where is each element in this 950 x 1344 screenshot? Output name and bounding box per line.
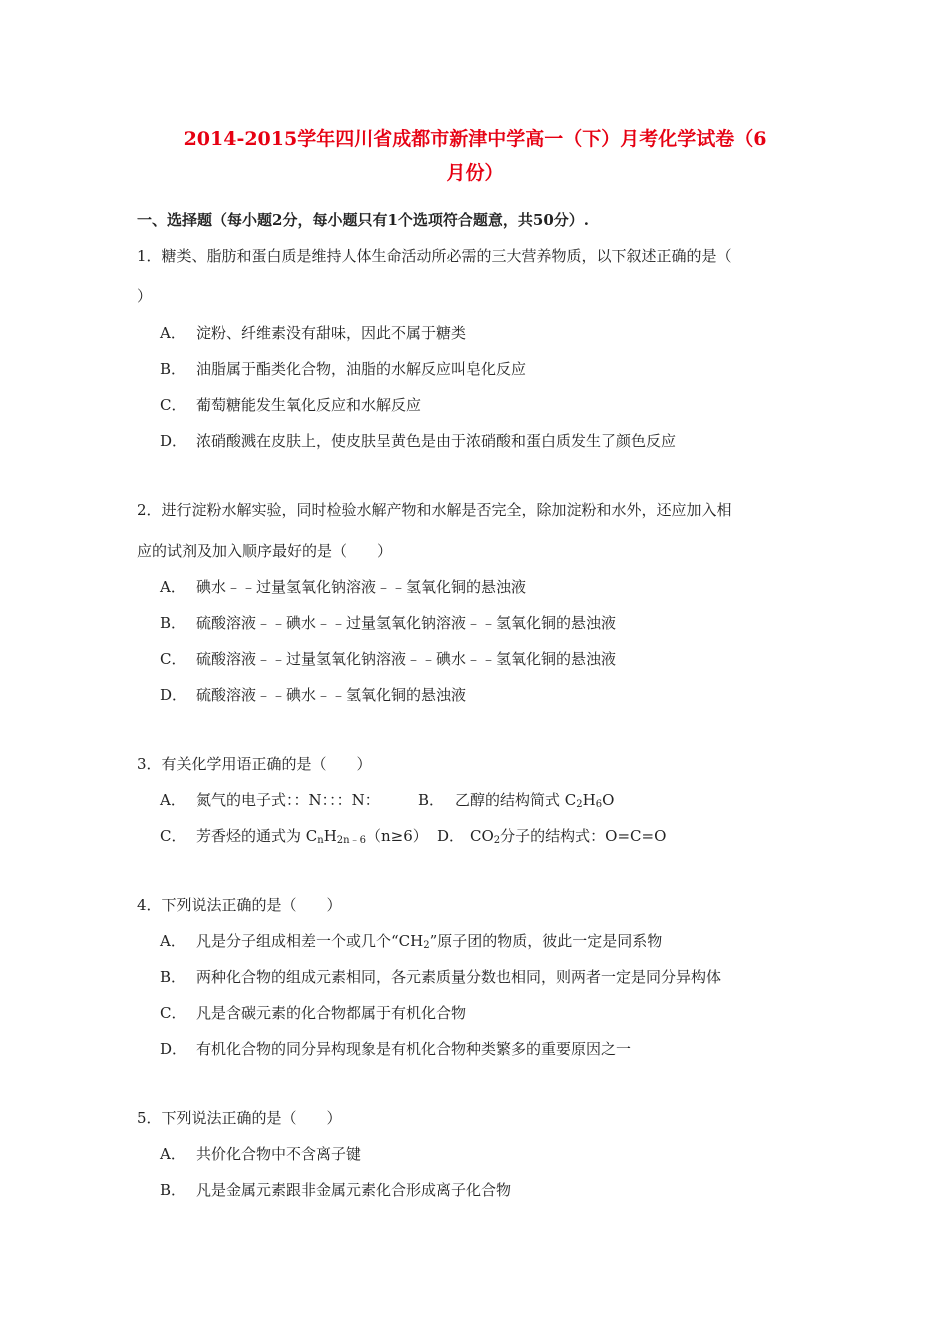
q4-option-d: 有机化合物的同分异构现象是有机化合物种类繁多的重要原因之一 — [196, 1040, 632, 1058]
q1-option-c: 葡萄糖能发生氧化反应和水解反应 — [196, 396, 422, 414]
q2-option-d: 硫酸溶液﹣﹣碘水﹣﹣氢氧化铜的悬浊液 — [196, 686, 467, 704]
q2-option-c: 硫酸溶液﹣﹣过量氢氧化钠溶液﹣﹣碘水﹣﹣氢氧化铜的悬浊液 — [196, 650, 617, 668]
title-line-1: 2014-2015学年四川省成都市新津中学高一（下）月考化学试卷（6 — [183, 128, 767, 150]
q5-option-a-letter: A． — [160, 1145, 186, 1163]
q2-option-c-letter: C． — [160, 650, 187, 668]
q5-option-a: 共价化合物中不含离子键 — [196, 1145, 362, 1163]
question-2-stem-line-2: 应的试剂及加入顺序最好的是（ ） — [137, 542, 393, 560]
q4-option-a: 凡是分子组成相差一个或几个“$CH_2$”原子团的物质，彼此一定是同系物 — [196, 932, 663, 951]
q1-option-a: 淀粉、纤维素没有甜味，因此不属于糖类 — [196, 324, 467, 342]
question-1-stem-line-2: ） — [137, 287, 153, 305]
q3-option-b-letter: B． — [418, 791, 445, 809]
q4-option-b: 两种化合物的组成元素相同，各元素质量分数也相同，则两者一定是同分异构体 — [196, 968, 722, 986]
q2-option-b-letter: B． — [160, 614, 187, 632]
q3-option-b: 乙醇的结构简式 $C_2H_6O$ — [455, 791, 615, 810]
q1-option-d-letter: D． — [160, 432, 188, 450]
question-3-stem: 3．有关化学用语正确的是（ ） — [137, 755, 372, 773]
q3-option-c-letter: C． — [160, 827, 187, 845]
q5-option-b-letter: B． — [160, 1181, 187, 1199]
q2-option-a-letter: A． — [160, 578, 186, 596]
q3-option-d-letter: D． — [437, 827, 465, 845]
q1-option-b: 油脂属于酯类化合物，油脂的水解反应叫皂化反应 — [196, 360, 527, 378]
q1-option-a-letter: A． — [160, 324, 186, 342]
q1-option-d: 浓硝酸溅在皮肤上，使皮肤呈黄色是由于浓硝酸和蛋白质发生了颜色反应 — [196, 432, 677, 450]
q4-option-c-letter: C． — [160, 1004, 187, 1022]
title-line-2: 月份） — [446, 162, 504, 184]
q3-option-d: $CO_2$分子的结构式：O=C=O — [470, 827, 667, 846]
section-heading: 一、选择题（每小题2分，每小题只有1个选项符合题意，共50分）. — [137, 211, 589, 229]
exam-title — [120, 122, 830, 190]
q3-option-a: 氮气的电子式：：N：：：N： — [196, 791, 380, 809]
question-4-stem: 4．下列说法正确的是（ ） — [137, 896, 342, 914]
q5-option-b: 凡是金属元素跟非金属元素化合形成离子化合物 — [196, 1181, 512, 1199]
q1-option-c-letter: C． — [160, 396, 187, 414]
question-2-stem-line-1: 2．进行淀粉水解实验，同时检验水解产物和水解是否完全，除加淀粉和水外，还应加入相 — [137, 501, 732, 519]
question-5-stem: 5．下列说法正确的是（ ） — [137, 1109, 342, 1127]
q3-option-a-letter: A． — [160, 791, 186, 809]
q1-option-b-letter: B． — [160, 360, 187, 378]
q2-option-d-letter: D． — [160, 686, 188, 704]
q2-option-a: 碘水﹣﹣过量氢氧化钠溶液﹣﹣氢氧化铜的悬浊液 — [196, 578, 527, 596]
q4-option-c: 凡是含碳元素的化合物都属于有机化合物 — [196, 1004, 467, 1022]
q2-option-b: 硫酸溶液﹣﹣碘水﹣﹣过量氢氧化钠溶液﹣﹣氢氧化铜的悬浊液 — [196, 614, 617, 632]
q4-option-b-letter: B． — [160, 968, 187, 986]
question-1-stem-line-1: 1．糖类、脂肪和蛋白质是维持人体生命活动所必需的三大营养物质，以下叙述正确的是（ — [137, 247, 732, 265]
q3-option-c: 芳香烃的通式为 $C_nH_{2n﹣6}(n\ge 6)$ — [196, 827, 428, 846]
q4-option-d-letter: D． — [160, 1040, 188, 1058]
q4-option-a-letter: A． — [160, 932, 186, 950]
